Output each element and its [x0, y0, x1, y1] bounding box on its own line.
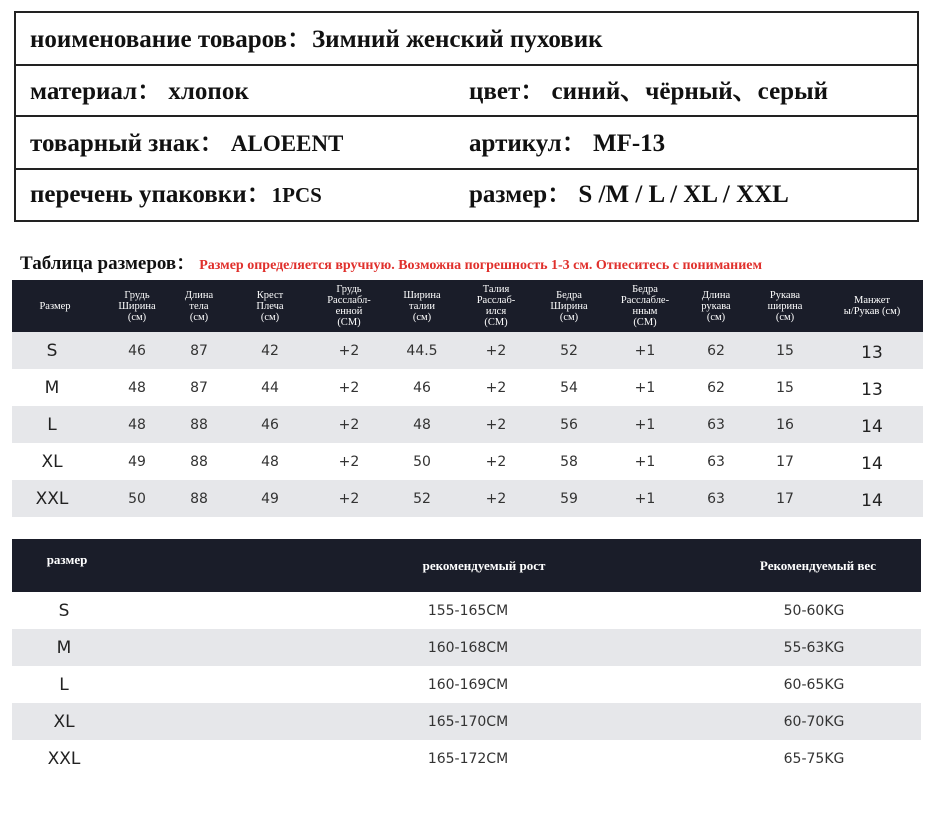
package-value: 1PCS	[271, 183, 322, 207]
value-cell: +1	[634, 453, 656, 470]
value-cell: 44	[261, 379, 279, 396]
value-cell: +1	[634, 490, 656, 507]
value-cell: 63	[707, 490, 725, 507]
size-cell: XL	[53, 711, 75, 732]
weight-cell: 60-65KG	[783, 676, 845, 693]
size-table-header-cell: Талия Расслаб- ился (СМ)	[476, 284, 516, 328]
color-value: синий、чёрный、серый	[551, 78, 829, 105]
material-value: хлопок	[168, 78, 249, 105]
value-cell: +2	[338, 379, 360, 396]
material-label: материал：	[30, 78, 163, 105]
height-cell: 165-172CM	[427, 750, 509, 767]
value-cell: 88	[190, 416, 208, 433]
recommend-header-cell: размер	[46, 551, 88, 567]
size-cell: M	[44, 377, 60, 398]
value-cell: 14	[861, 416, 883, 437]
value-cell: 49	[261, 490, 279, 507]
table-row	[12, 406, 923, 443]
size-table-header-cell: Бедра Расслабле- нным (СМ)	[620, 284, 670, 328]
height-cell: 155-165CM	[427, 602, 509, 619]
value-cell: 87	[190, 342, 208, 359]
weight-cell: 60-70KG	[783, 713, 845, 730]
value-cell: 42	[261, 342, 279, 359]
value-cell: 63	[707, 416, 725, 433]
article-value: MF-13	[592, 130, 666, 157]
size-table-header-cell: Размер	[39, 300, 71, 312]
size-cell: L	[59, 674, 69, 695]
size-table	[12, 280, 923, 517]
value-cell: +2	[485, 490, 507, 507]
value-cell: 62	[707, 379, 725, 396]
table-row	[12, 369, 923, 406]
value-cell: 17	[776, 490, 794, 507]
value-cell: +1	[634, 379, 656, 396]
value-cell: 46	[261, 416, 279, 433]
size-table-header-cell: Манжет ы/Рукав (см)	[843, 295, 901, 317]
size-table-header-cell: Рукава ширина (см)	[767, 289, 803, 323]
recommend-table-header	[12, 539, 921, 592]
size-table-body	[12, 332, 923, 517]
size-chart-heading	[20, 248, 762, 275]
weight-cell: 55-63KG	[783, 639, 845, 656]
weight-cell: 65-75KG	[783, 750, 845, 767]
value-cell: 44.5	[406, 342, 438, 359]
size-chart-note: Размер определяется вручную. Возможна погрешность 1-3 см. Отнеситесь с пониманием	[199, 258, 763, 273]
value-cell: +1	[634, 342, 656, 359]
size-cell: S	[46, 340, 58, 361]
value-cell: 14	[861, 490, 883, 511]
value-cell: 16	[776, 416, 794, 433]
value-cell: 48	[261, 453, 279, 470]
value-cell: 13	[861, 342, 883, 363]
size-cell: XXL	[35, 488, 69, 509]
height-cell: 165-170CM	[427, 713, 509, 730]
brand-value: ALOEENT	[230, 131, 344, 156]
value-cell: +2	[485, 416, 507, 433]
size-table-header-cell: Длина тела (см)	[184, 289, 214, 323]
value-cell: 88	[190, 453, 208, 470]
value-cell: 52	[413, 490, 431, 507]
size-cell: M	[56, 637, 72, 658]
value-cell: +2	[338, 453, 360, 470]
value-cell: 48	[128, 379, 146, 396]
table-row	[12, 480, 923, 517]
value-cell: 56	[560, 416, 578, 433]
value-cell: 15	[776, 379, 794, 396]
recommend-header-cell: рекомендуемый рост	[422, 557, 546, 573]
value-cell: 13	[861, 379, 883, 400]
value-cell: +2	[485, 379, 507, 396]
value-cell: +2	[338, 490, 360, 507]
size-cell: XXL	[47, 748, 81, 769]
info-row-name	[16, 13, 917, 66]
info-row-brand	[16, 117, 917, 170]
value-cell: +2	[485, 342, 507, 359]
info-row-material	[16, 66, 917, 117]
size-cell: XL	[41, 451, 63, 472]
size-value: S /M / L / XL / XXL	[578, 181, 789, 208]
size-table-header-cell: Крест Плеча (см)	[256, 289, 284, 323]
value-cell: 46	[413, 379, 431, 396]
value-cell: 50	[413, 453, 431, 470]
value-cell: 54	[560, 379, 578, 396]
size-table-header-cell: Длина рукава (см)	[701, 289, 731, 323]
value-cell: 17	[776, 453, 794, 470]
product-name-label: ноименование товаров：	[30, 26, 312, 53]
table-row	[12, 443, 923, 480]
value-cell: 48	[128, 416, 146, 433]
size-table-header-cell: Грудь Расслабл- енной (СМ)	[327, 284, 371, 328]
value-cell: 50	[128, 490, 146, 507]
value-cell: 63	[707, 453, 725, 470]
info-row-package	[16, 170, 917, 220]
table-row	[12, 666, 921, 703]
value-cell: 52	[560, 342, 578, 359]
table-row	[12, 703, 921, 740]
value-cell: 46	[128, 342, 146, 359]
value-cell: 14	[861, 453, 883, 474]
size-label: размер：	[469, 181, 573, 208]
value-cell: 58	[560, 453, 578, 470]
height-cell: 160-169CM	[427, 676, 509, 693]
value-cell: 59	[560, 490, 578, 507]
value-cell: 15	[776, 342, 794, 359]
value-cell: 49	[128, 453, 146, 470]
height-cell: 160-168CM	[427, 639, 509, 656]
value-cell: +2	[338, 416, 360, 433]
value-cell: +1	[634, 416, 656, 433]
table-row	[12, 629, 921, 666]
value-cell: 62	[707, 342, 725, 359]
size-chart-title: Таблица размеров：	[20, 253, 196, 274]
size-cell: S	[58, 600, 70, 621]
recommend-table-body	[12, 592, 921, 777]
value-cell: 87	[190, 379, 208, 396]
product-name-value: Зимний женский пуховик	[311, 26, 603, 53]
recommend-table	[12, 539, 921, 777]
value-cell: 48	[413, 416, 431, 433]
size-table-header-cell: Бедра Ширина (см)	[550, 289, 588, 323]
package-label: перечень упаковки：	[30, 181, 272, 208]
article-label: артикул：	[469, 130, 587, 157]
brand-label: товарный знак：	[30, 130, 225, 157]
recommend-header-cell: Рекомендуемый вес	[759, 557, 877, 573]
size-table-header-cell: Ширина талии (см)	[403, 289, 441, 323]
table-row	[12, 592, 921, 629]
product-info-box	[14, 11, 919, 222]
size-table-header	[12, 280, 923, 332]
value-cell: 88	[190, 490, 208, 507]
table-row	[12, 332, 923, 369]
value-cell: +2	[485, 453, 507, 470]
weight-cell: 50-60KG	[783, 602, 845, 619]
size-cell: L	[47, 414, 57, 435]
value-cell: +2	[338, 342, 360, 359]
size-table-header-cell: Грудь Ширина (см)	[118, 289, 156, 323]
color-label: цвет：	[469, 78, 546, 105]
table-row	[12, 740, 921, 777]
